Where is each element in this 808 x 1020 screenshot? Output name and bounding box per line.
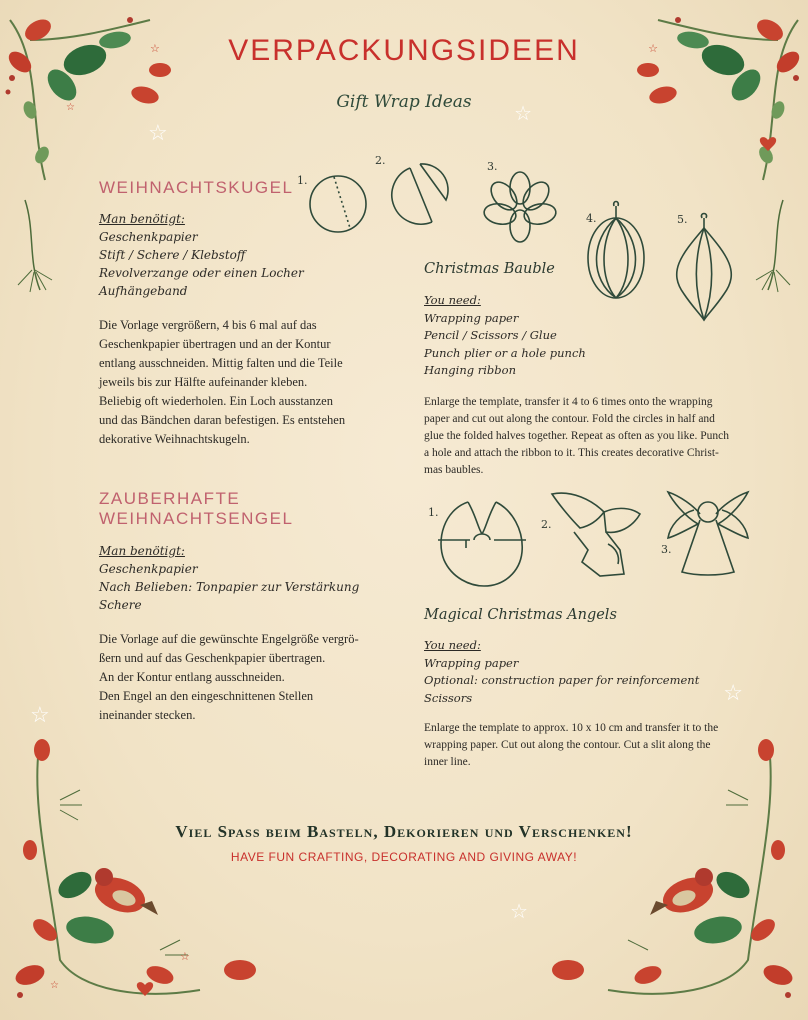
bauble-step-label: 1. — [297, 174, 308, 187]
bauble-needs-en — [424, 292, 586, 380]
bauble-heading-en: Christmas Bauble — [424, 261, 555, 277]
text-line: a hole and attach the ribbon to it. This creates decorative Christ- — [424, 447, 719, 459]
needs-item: Aufhängeband — [99, 284, 188, 298]
page-subtitle: Gift Wrap Ideas — [336, 92, 472, 112]
text-line: jeweils bis zur Hälfte aufeinander kleben. — [99, 375, 308, 389]
bird-icon — [90, 868, 158, 919]
text-line: Den Engel an den eingeschnittenen Stellen — [99, 689, 314, 703]
needs-item: Stift / Schere / Klebstoff — [99, 248, 246, 262]
needs-item: Schere — [99, 598, 142, 612]
text-line: Geschenkpapier übertragen und an der Kontur — [99, 337, 331, 351]
needs-item: Scissors — [424, 690, 473, 705]
footer-message-de: Viel Spass beim Basteln, Dekorieren und Verschenken! — [175, 822, 633, 841]
needs-label: You need: — [424, 293, 481, 307]
needs-item: Wrapping paper — [424, 655, 519, 670]
angel-step-label: 1. — [428, 506, 439, 519]
svg-text:☆: ☆ — [514, 101, 532, 125]
bauble-instructions-en — [424, 394, 774, 479]
svg-text:☆: ☆ — [66, 102, 75, 113]
needs-item: Geschenkpapier — [99, 230, 198, 244]
text-line: An der Kontur entlang ausschneiden. — [99, 670, 285, 684]
angel-heading-en: Magical Christmas Angels — [424, 607, 617, 623]
needs-item: Optional: construction paper for reinforcement — [424, 673, 700, 687]
needs-item: Revolverzange oder einen Locher — [99, 266, 304, 280]
needs-item: Nach Belieben: Tonpapier zur Verstärkung — [99, 580, 360, 594]
angel-needs-en — [424, 637, 699, 707]
svg-text:☆: ☆ — [180, 950, 190, 963]
needs-label: You need: — [424, 638, 481, 652]
needs-item: Geschenkpapier — [99, 562, 198, 576]
svg-text:☆: ☆ — [510, 899, 528, 923]
svg-text:☆: ☆ — [723, 681, 743, 706]
text-line: glue the folded halves together. Repeat as often as you like. Punch — [424, 430, 729, 442]
needs-label: Man benötigt: — [99, 212, 185, 226]
footer-message-en: HAVE FUN CRAFTING, DECORATING AND GIVING AWAY! — [230, 850, 578, 864]
text-line: Die Vorlage auf die gewünschte Engelgröße vergrö- — [99, 632, 359, 646]
text-line: Enlarge the template, transfer it 4 to 6 times onto the wrapping — [424, 396, 713, 408]
angel-step-label: 2. — [541, 518, 552, 531]
bauble-needs-de — [99, 210, 304, 300]
text-line: wrapping paper. Cut out along the contour. Cut a slit along the — [424, 739, 711, 751]
text-line: ßern und auf das Geschenkpapier übertragen. — [99, 651, 326, 665]
text-line: dekorative Weihnachtskugeln. — [99, 432, 250, 446]
text-line: entlang ausschneiden. Mittig falten und die Teile — [99, 356, 343, 370]
text-line: inner line. — [424, 756, 471, 768]
page-title: VERPACKUNGSIDEEN — [228, 34, 580, 67]
text-line: und das Bändchen daran befestigen. Es entstehen — [99, 413, 346, 427]
text-line: ineinander stecken. — [99, 708, 196, 722]
bauble-step-label: 4. — [586, 212, 597, 225]
needs-item: Punch plier or a hole punch — [424, 345, 586, 360]
angel-heading-de — [99, 489, 293, 529]
text-line: Die Vorlage vergrößern, 4 bis 6 mal auf das — [99, 318, 317, 332]
bauble-heading-de: WEIHNACHTSKUGEL — [99, 178, 294, 197]
bauble-step-label: 5. — [677, 213, 688, 226]
angel-instructions-de — [99, 630, 399, 725]
angel-needs-de — [99, 542, 359, 614]
angel-step-label: 3. — [661, 543, 672, 556]
bauble-instructions-de — [99, 316, 399, 449]
needs-item: Wrapping paper — [424, 310, 519, 325]
svg-text:☆: ☆ — [648, 42, 658, 55]
angel-instructions-en — [424, 720, 774, 771]
svg-text:☆: ☆ — [50, 980, 59, 991]
svg-text:☆: ☆ — [150, 42, 160, 55]
text-line: Enlarge the template to approx. 10 x 10 cm and transfer it to the — [424, 722, 719, 734]
text-line: paper and cut out along the contour. Fold the circles in half and — [424, 413, 715, 425]
text-line: mas baubles. — [424, 464, 484, 476]
needs-item: Hanging ribbon — [424, 363, 516, 377]
text-line: Beliebig oft wiederholen. Ein Loch ausstanzen — [99, 394, 333, 408]
needs-item: Pencil / Scissors / Glue — [424, 328, 557, 342]
svg-text:☆: ☆ — [148, 121, 168, 146]
heading-line: WEIHNACHTSENGEL — [99, 509, 294, 528]
bauble-step-label: 3. — [487, 160, 498, 173]
svg-text:☆: ☆ — [30, 703, 50, 728]
bauble-step-label: 2. — [375, 154, 386, 167]
needs-label: Man benötigt: — [99, 544, 185, 558]
heading-line: ZAUBERHAFTE — [99, 489, 241, 508]
